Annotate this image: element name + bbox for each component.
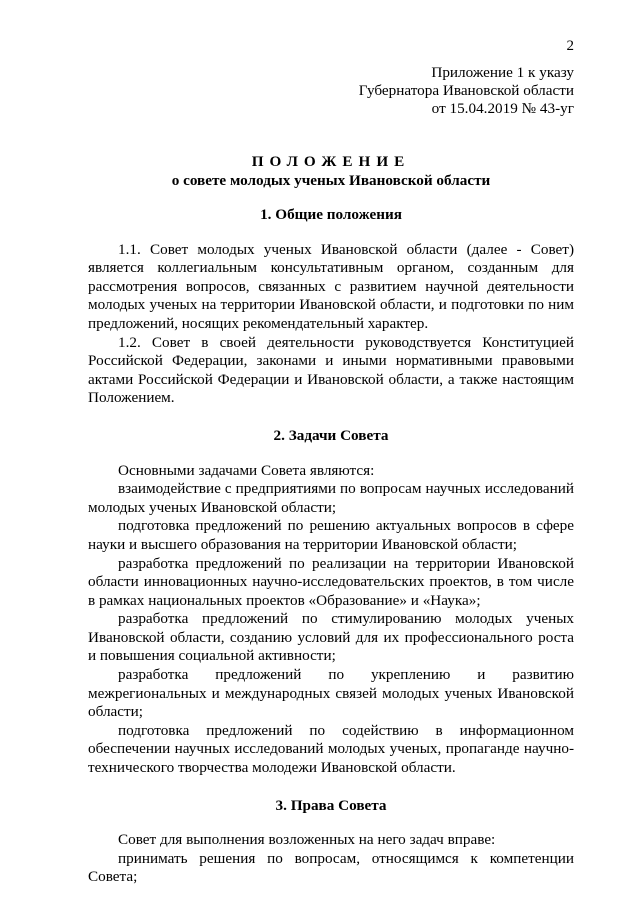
document-body <box>88 206 574 887</box>
appendix-note <box>359 64 574 118</box>
paragraph: принимать решения по вопросам, относящимся к компетенции Совета; <box>88 849 574 886</box>
page-number: 2 <box>566 38 574 54</box>
section-heading: 1. Общие положения <box>260 206 402 223</box>
paragraph: Совет для выполнения возложенных на него задач вправе: <box>118 831 496 849</box>
paragraph: подготовка предложений по решению актуальных вопросов в сфере науки и высшего образования на территории Ивановской области; <box>88 517 574 553</box>
paragraph: разработка предложений по стимулированию молодых ученых Ивановской области, созданию условий для их профессионального роста и повышения социальной активности; <box>88 610 574 665</box>
appendix-line-1: Приложение 1 к указу <box>431 64 574 81</box>
section-tasks <box>88 427 574 778</box>
paragraph: подготовка предложений по содействию в информационном обеспечении научных исследований молодых ученых, пропаганде научно-технического творчества молодежи Ивановской области. <box>88 721 574 777</box>
paragraph: Основными задачами Совета являются: <box>118 461 375 479</box>
section-rights <box>88 797 574 887</box>
paragraph: 1.2. Совет в своей деятельности руководствуется Конституцией Российской Федерации, законами и иными нормативными правовыми актами Российской Федерации и Ивановской области, а также настоящим Положением. <box>88 333 574 407</box>
title-main: ПОЛОЖЕНИЕ <box>251 153 411 170</box>
appendix-line-2: Губернатора Ивановской области <box>358 82 574 99</box>
section-general <box>88 206 574 408</box>
section-heading: 3. Права Совета <box>275 796 387 814</box>
appendix-line-3: от 15.04.2019 № 43-уг <box>431 100 574 117</box>
paragraph: взаимодействие с предприятиями по вопросам научных исследований молодых ученых Ивановской области; <box>88 480 574 516</box>
section-heading: 2. Задачи Совета <box>273 426 389 444</box>
paragraph: 1.1. Совет молодых ученых Ивановской области (далее - Совет) является коллегиальным консультативным органом, созданным для рассмотрения вопросов, связанных с развитием научной деятельности молодых ученых на территории Ивановской области, и подготовки по ним предложений, носящих рекомендательный характер. <box>88 240 574 332</box>
paragraph: разработка предложений по реализации на территории Ивановской области инновационных научно-исследовательских проектов, в том числе в рамках национальных проектов «Образование» и «Наука»; <box>88 554 574 609</box>
paragraph: разработка предложений по укреплению и развитию межрегиональных и международных связей молодых ученых Ивановской области; <box>88 666 574 721</box>
title-subtitle: о совете молодых ученых Ивановской области <box>171 172 491 189</box>
document-title <box>88 152 574 190</box>
